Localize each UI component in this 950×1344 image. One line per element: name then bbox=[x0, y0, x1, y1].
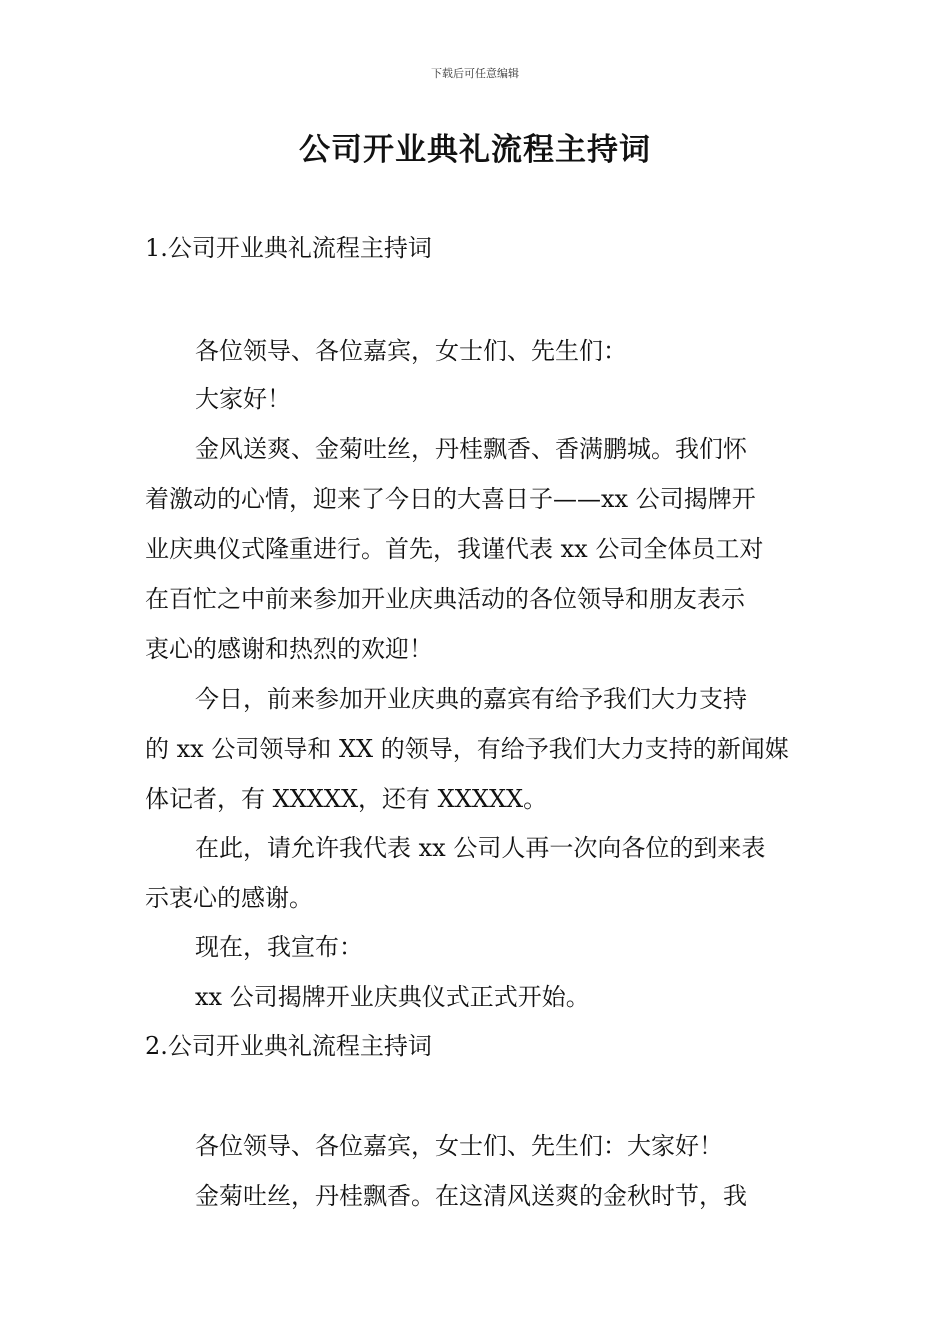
paragraph-2-line-2: 的 xx 公司领导和 XX 的领导，有给予我们大力支持的新闻媒 bbox=[145, 735, 789, 763]
document-title: 公司开业典礼流程主持词 bbox=[299, 132, 651, 168]
opening-declaration-line: xx 公司揭牌开业庆典仪式正式开始。 bbox=[195, 983, 590, 1011]
paragraph-2-line-3: 体记者，有 XXXXX，还有 XXXXX。 bbox=[145, 785, 548, 813]
paragraph-2-line-1: 今日，前来参加开业庆典的嘉宾有给予我们大力支持 bbox=[195, 685, 747, 713]
paragraph-1-line-1: 金风送爽、金菊吐丝，丹桂飘香、香满鹏城。我们怀 bbox=[195, 435, 747, 463]
section-1-heading: 1.公司开业典礼流程主持词 bbox=[145, 234, 432, 262]
paragraph-1-line-2: 着激动的心情，迎来了今日的大喜日子——xx 公司揭牌开 bbox=[145, 485, 756, 513]
paragraph-1-line-3: 业庆典仪式隆重进行。首先，我谨代表 xx 公司全体员工对 bbox=[145, 535, 764, 563]
announcement-line: 现在，我宣布： bbox=[195, 933, 363, 961]
paragraph-1-line-4: 在百忙之中前来参加开业庆典活动的各位领导和朋友表示 bbox=[145, 585, 745, 613]
paragraph-3-line-1: 在此，请允许我代表 xx 公司人再一次向各位的到来表 bbox=[195, 834, 766, 862]
section-2-heading: 2.公司开业典礼流程主持词 bbox=[145, 1032, 432, 1060]
section-2-salutation-line: 各位领导、各位嘉宾，女士们、先生们：大家好！ bbox=[195, 1132, 723, 1160]
section-2-paragraph-line-1: 金菊吐丝，丹桂飘香。在这清风送爽的金秋时节，我 bbox=[195, 1182, 747, 1210]
header-note: 下载后可任意编辑 bbox=[431, 67, 519, 80]
paragraph-3-line-2: 示衷心的感谢。 bbox=[145, 884, 313, 912]
salutation-line: 各位领导、各位嘉宾，女士们、先生们： bbox=[195, 337, 627, 365]
greeting-line: 大家好！ bbox=[195, 385, 291, 413]
paragraph-1-line-5: 衷心的感谢和热烈的欢迎！ bbox=[145, 635, 433, 663]
